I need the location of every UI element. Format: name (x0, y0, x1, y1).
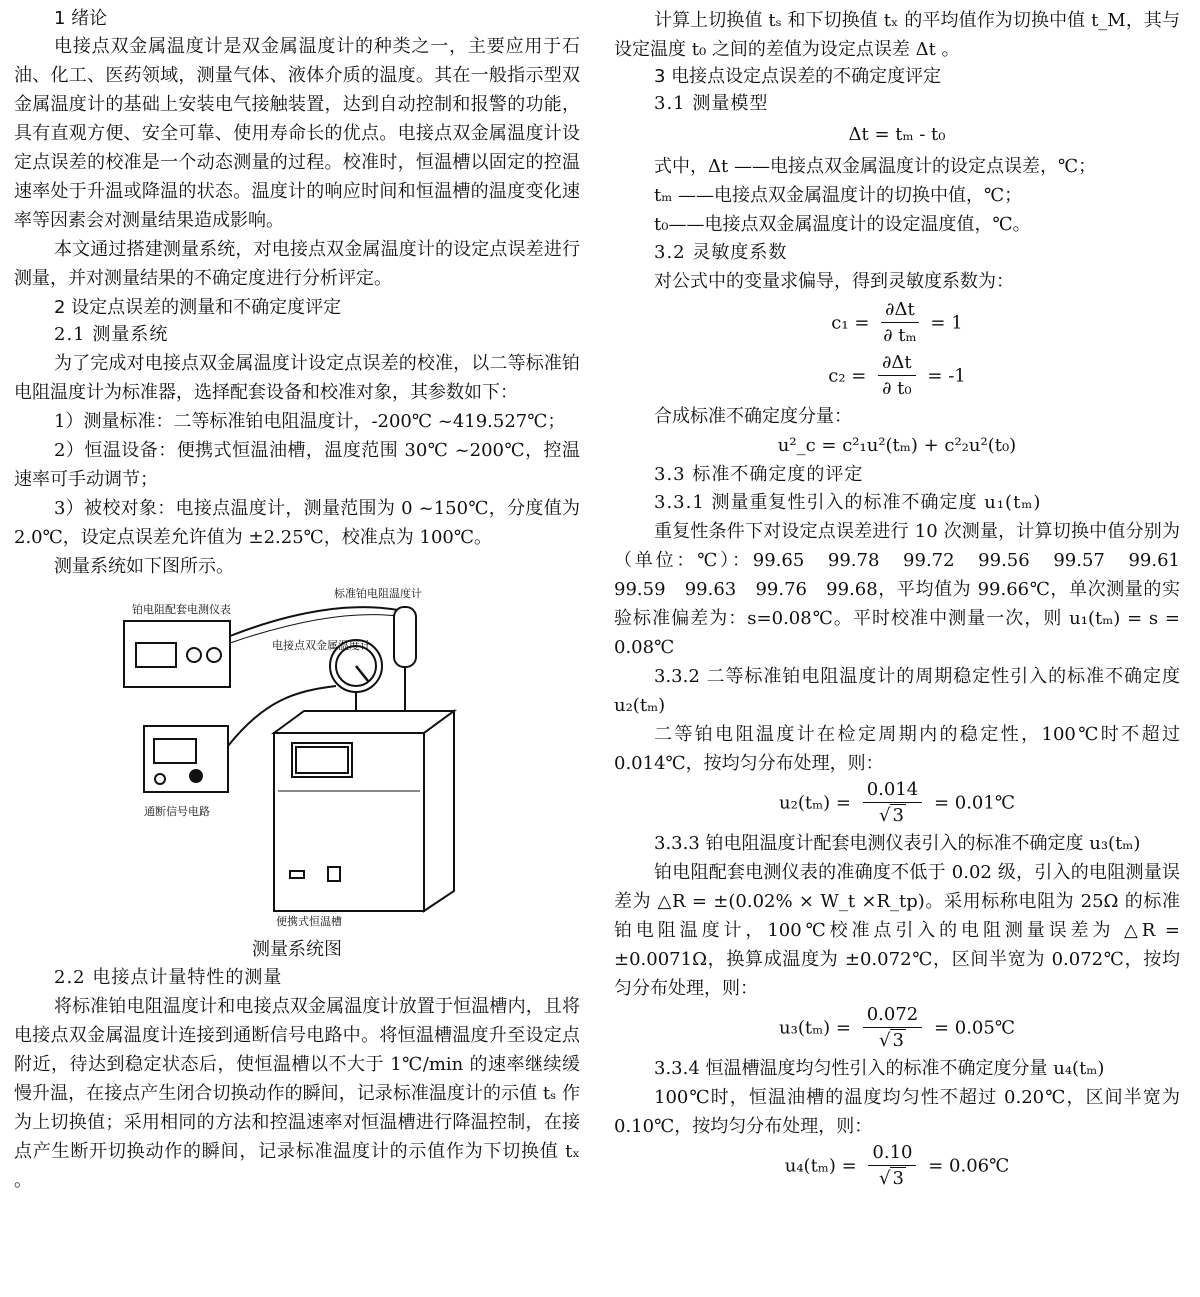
definition-t0: t₀——电接点双金属温度计的设定温度值，℃。 (654, 214, 1031, 235)
section-3-3-2-paragraph: 二等铂电阻温度计在检定周期内的稳定性，100℃时不超过 0.014℃，按均匀分布处理，则： (614, 724, 1180, 774)
measurement-system-figure (14, 581, 580, 936)
left-column (14, 6, 580, 1195)
sensitivity-c2-equation: c₂ = $\frac{\partial\Delta t}{\text{∂ t₀}}$ = -1 (828, 352, 966, 399)
section-3-3-1-title: 3.3.1 测量重复性引入的标准不确定度 u₁(tₘ) (654, 492, 1042, 513)
section-2-2-title: 2.2 电接点计量特性的测量 (54, 967, 283, 988)
measurement-model-equation: Δt = tₘ - t₀ (848, 124, 946, 145)
section-2-2-paragraph: 将标准铂电阻温度计和电接点双金属温度计放置于恒温槽内，且将电接点双金属温度计连接到通断信号电路中。将恒温槽温度升至设定点附近，待达到稳定状态后，使恒温槽以不大于 1℃/min 的速率继续缓慢升温，在接点产生闭合切换动作的瞬间，记录标准温度计的示值 tₛ 作为上切换值；采用相同的方法和控温速率对恒温槽进行降温控制，在接点产生断开切换动作的瞬间，记录标准温度计的示值作为下切换值 tₓ 。 (14, 996, 580, 1191)
section-3-3-title: 3.3 标准不确定度的评定 (654, 464, 864, 485)
u3-equation: u₃(tₘ) = $\frac{0.072}{√ 3}$ = 0.05℃ (779, 1004, 1015, 1051)
label-meter: 铂电阻配套电测仪表 (132, 603, 231, 616)
combined-uncertainty-equation: u²_c = c²₁u²(tₘ) + c²₂u²(t₀) (777, 435, 1017, 456)
section-2-title: 2 设定点误差的测量和不确定度评定 (54, 297, 342, 318)
param-item-2: 2）恒温设备：便携式恒温油槽，温度范围 30℃ ~200℃，控温速率可手动调节； (14, 440, 580, 490)
u2-equation: u₂(tₘ) = $\frac{0.014}{√ 3}$ = 0.01℃ (779, 779, 1015, 826)
section-3-1-title: 3.1 测量模型 (654, 93, 769, 114)
section-3-title: 3 电接点设定点误差的不确定度评定 (654, 66, 942, 87)
constant-temperature-bath (274, 711, 454, 911)
param-item-1: 1）测量标准：二等标准铂电阻温度计，-200℃ ~419.527℃； (54, 411, 566, 432)
continued-paragraph: 计算上切换值 tₛ 和下切换值 tₓ 的平均值作为切换中值 t_M，其与设定温度 t₀ 之间的差值为设定点误差 Δt 。 (614, 10, 1180, 60)
label-contact-thermometer: 电接点双金属温度计 (272, 639, 371, 652)
section-2-1-paragraph: 为了完成对电接点双金属温度计设定点误差的校准，以二等标准铂电阻温度计为标准器，选择配套设备和校准对象，其参数如下： (14, 353, 580, 403)
figure-caption: 测量系统图 (252, 939, 342, 960)
definition-tm: tₘ ——电接点双金属温度计的切换中值，℃； (654, 185, 1023, 206)
section-3-3-2-title: 3.3.2 二等标准铂电阻温度计的周期稳定性引入的标准不确定度 u₂(tₘ) (614, 666, 1180, 716)
label-bath: 便携式恒温槽 (276, 915, 342, 928)
measurement-system-diagram (114, 581, 494, 921)
section-3-3-3-paragraph: 铂电阻配套电测仪表的准确度不低于 0.02 级，引入的电阻测量误差为 △R = ±(0.02% × W_t ×R_tp)。采用标称电阻为 25Ω 的标准铂电阻温度计，100℃校准点引入的电阻测量误差为 △R = ±0.0071Ω，换算成温度为 ±0.072℃，区间半宽为 0.072℃，按均匀分布处理，则： (614, 862, 1180, 999)
section-1-title: 1 绪论 (54, 8, 108, 29)
section-1-paragraph-2: 本文通过搭建测量系统，对电接点双金属温度计的设定点误差进行测量，并对测量结果的不确定度进行分析评定。 (14, 239, 580, 289)
section-3-2-title: 3.2 灵敏度系数 (654, 242, 788, 263)
figure-intro: 测量系统如下图所示。 (54, 556, 234, 577)
section-1-paragraph-1: 电接点双金属温度计是双金属温度计的种类之一，主要应用于石油、化工、医药领域，测量气体、液体介质的温度。其在一般指示型双金属温度计的基础上安装电气接触装置，达到自动控制和报警的功能，具有直观方便、安全可靠、使用寿命长的优点。电接点双金属温度计设定点误差的校准是一个动态测量的过程。校准时，恒温槽以固定的控温速率处于升温或降温的状态。温度计的响应时间和恒温槽的温度变化速率等因素会对测量结果造成影响。 (14, 36, 580, 231)
label-signal-circuit: 通断信号电路 (144, 805, 210, 818)
param-item-3: 3）被校对象：电接点温度计，测量范围为 0 ~150℃，分度值为 2.0℃，设定点误差允许值为 ±2.25℃，校准点为 100℃。 (14, 498, 580, 548)
u4-equation: u₄(tₘ) = $\frac{0.10}{√ 3}$ = 0.06℃ (784, 1142, 1010, 1189)
definition-delta-t: 式中，Δt ——电接点双金属温度计的设定点误差，℃； (654, 156, 1097, 177)
sensitivity-c1-equation: c₁ = $\frac{\partial\Delta t}{\text{∂ tₘ}}$ = 1 (831, 299, 963, 346)
section-3-3-4-paragraph: 100℃时，恒温油槽的温度均匀性不超过 0.20℃，区间半宽为 0.10℃，按均匀分布处理，则： (614, 1087, 1180, 1137)
right-column (614, 6, 1198, 1192)
section-3-3-3-title: 3.3.3 铂电阻温度计配套电测仪表引入的标准不确定度 u₃(tₘ) (654, 833, 1141, 854)
section-3-3-1-paragraph: 重复性条件下对设定点误差进行 10 次测量，计算切换中值分别为（单位：℃）：99.65 99.78 99.72 99.56 99.57 99.61 99.59 99.63 99.76 99.68，平均值为 99.66℃，单次测量的实验标准偏差为：s=0.08℃。平时校准中测量一次，则 u₁(tₘ) = s = 0.08℃ (614, 521, 1198, 658)
section-3-3-4-title: 3.3.4 恒温槽温度均匀性引入的标准不确定度分量 u₄(tₘ) (654, 1058, 1105, 1079)
label-standard-thermometer: 标准铂电阻温度计 (334, 587, 422, 600)
combined-uncertainty-label: 合成标准不确定度分量： (654, 406, 852, 427)
section-2-1-title: 2.1 测量系统 (54, 324, 169, 345)
section-3-2-paragraph: 对公式中的变量求偏导，得到灵敏度系数为： (654, 271, 1014, 292)
